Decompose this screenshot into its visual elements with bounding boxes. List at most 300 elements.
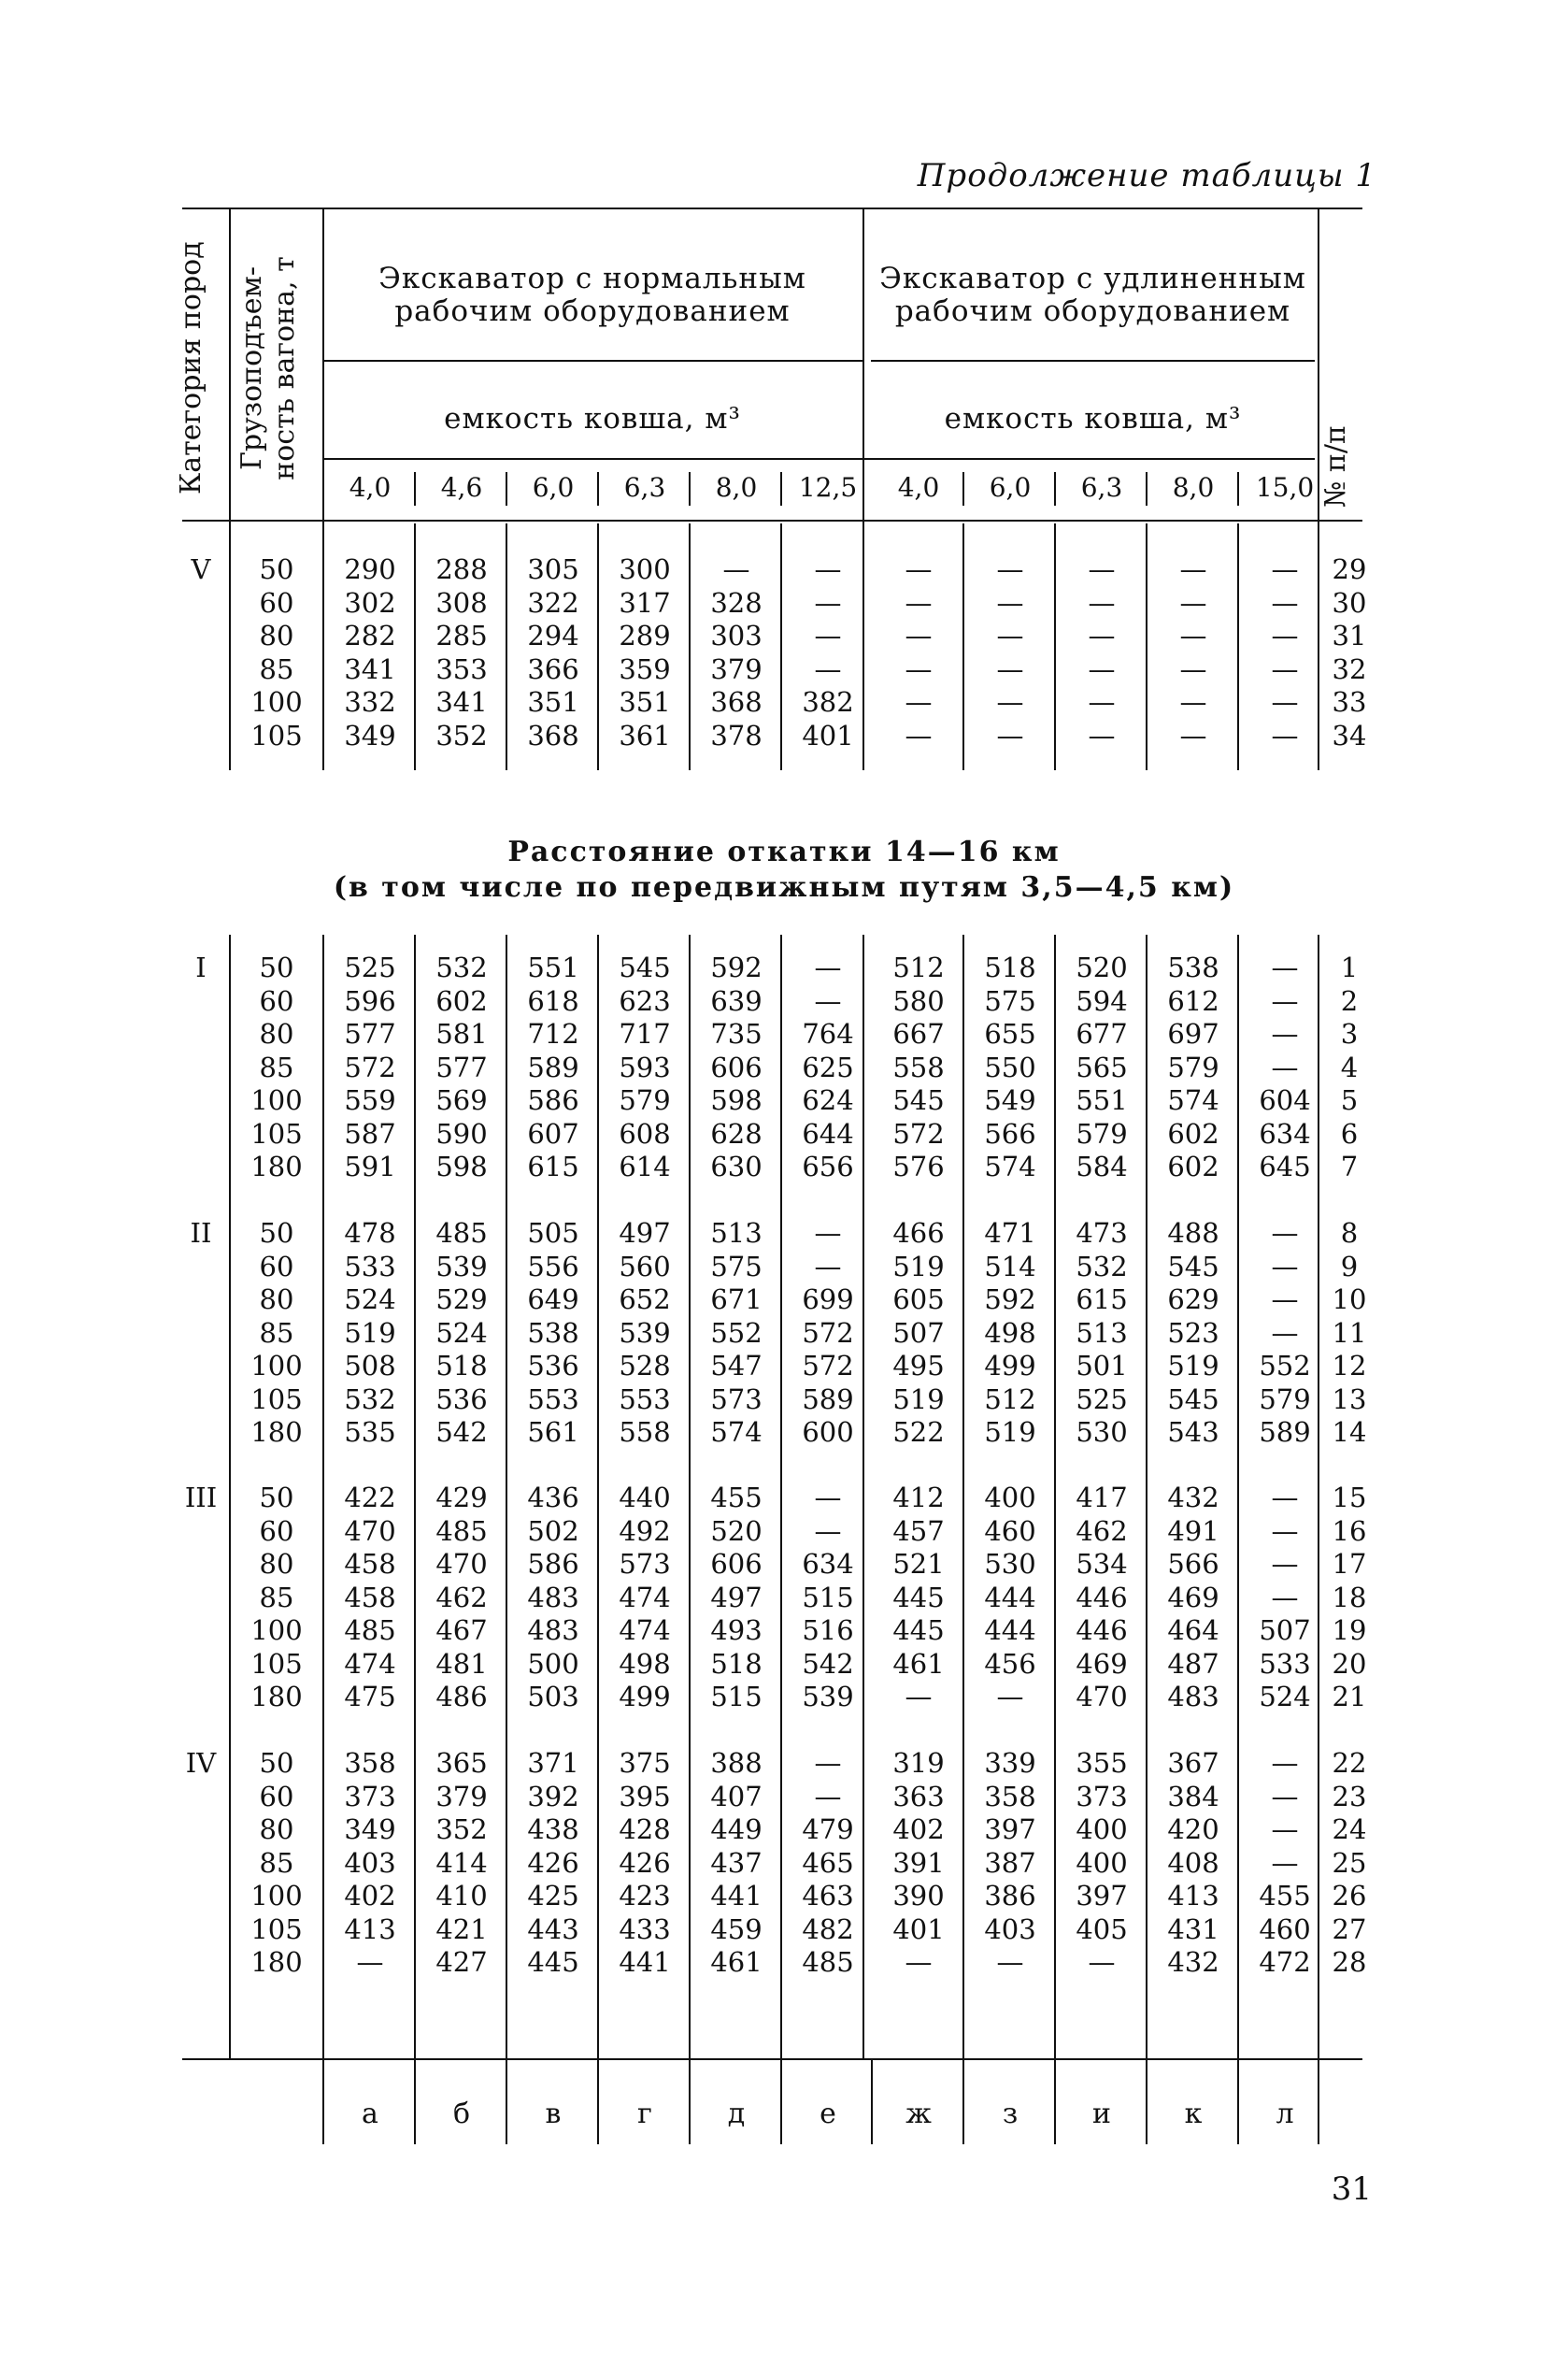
- data-cell: 545: [1167, 1250, 1219, 1282]
- data-cell: 500: [527, 1647, 579, 1680]
- row-number: 32: [1332, 652, 1367, 685]
- data-cell: —: [1271, 1747, 1299, 1779]
- load-value: 85: [259, 1316, 294, 1349]
- row-number: 7: [1340, 1151, 1359, 1182]
- data-cell: 437: [710, 1846, 763, 1879]
- data-cell: 512: [892, 952, 945, 983]
- column-separator: [1054, 935, 1056, 2058]
- data-cell: 586: [527, 1548, 579, 1580]
- data-cell: 471: [984, 1217, 1036, 1249]
- data-cell: 579: [1167, 1051, 1219, 1083]
- row-number: 30: [1332, 586, 1367, 619]
- data-cell: 395: [619, 1780, 671, 1812]
- data-cell: 432: [1167, 1946, 1219, 1978]
- data-cell: 581: [435, 1018, 488, 1050]
- continuation-caption: Продолжение таблицы 1: [917, 157, 1376, 194]
- data-cell: 573: [619, 1548, 671, 1580]
- data-cell: —: [1271, 652, 1299, 685]
- row-number: 14: [1332, 1416, 1367, 1448]
- footer-separator: [597, 2060, 599, 2144]
- data-cell: 552: [1259, 1350, 1311, 1382]
- data-cell: 460: [1259, 1912, 1311, 1945]
- data-cell: 535: [344, 1416, 396, 1448]
- row-number: 6: [1340, 1117, 1359, 1150]
- data-cell: 508: [344, 1350, 396, 1382]
- data-cell: —: [356, 1946, 384, 1978]
- data-cell: —: [814, 1747, 842, 1779]
- data-cell: 602: [1167, 1117, 1219, 1150]
- data-cell: —: [814, 620, 842, 652]
- data-cell: 412: [892, 1482, 945, 1513]
- data-cell: 495: [892, 1350, 945, 1382]
- load-value: 85: [259, 1581, 294, 1613]
- data-cell: 466: [892, 1217, 945, 1249]
- data-cell: —: [905, 1946, 933, 1978]
- data-cell: 598: [435, 1151, 488, 1182]
- column-letter-и: и: [1092, 2098, 1111, 2130]
- data-cell: 503: [527, 1681, 579, 1712]
- data-cell: 615: [1076, 1283, 1128, 1315]
- data-cell: 426: [527, 1846, 579, 1879]
- data-cell: 363: [892, 1780, 945, 1812]
- data-cell: —: [1271, 719, 1299, 752]
- data-cell: 328: [710, 586, 763, 619]
- footer-separator: [962, 2060, 964, 2144]
- category-label: I: [195, 952, 207, 983]
- data-cell: 444: [984, 1614, 1036, 1646]
- bucket-separator: [962, 472, 964, 506]
- data-cell: 470: [344, 1514, 396, 1547]
- data-cell: 445: [892, 1581, 945, 1613]
- data-cell: 572: [802, 1350, 854, 1382]
- load-value: 60: [259, 984, 294, 1017]
- bucket-capacity-1: 4,6: [440, 472, 483, 503]
- data-cell: 572: [892, 1117, 945, 1150]
- column-separator: [689, 935, 691, 2058]
- data-cell: 341: [435, 686, 488, 718]
- data-cell: 574: [1167, 1084, 1219, 1116]
- data-cell: —: [814, 586, 842, 619]
- data-cell: 524: [435, 1316, 488, 1349]
- data-cell: 697: [1167, 1018, 1219, 1050]
- header-capacity-line1: Грузоподъем-: [235, 266, 268, 470]
- column-separator: [780, 935, 782, 2058]
- data-cell: 602: [435, 984, 488, 1017]
- data-cell: 303: [710, 620, 763, 652]
- data-cell: 573: [710, 1382, 763, 1415]
- data-cell: 545: [1167, 1382, 1219, 1415]
- row-number: 1: [1340, 952, 1359, 983]
- data-cell: 474: [619, 1614, 671, 1646]
- data-cell: 764: [802, 1018, 854, 1050]
- data-cell: 623: [619, 984, 671, 1017]
- footer-separator: [871, 2060, 873, 2144]
- data-cell: —: [814, 553, 842, 585]
- data-cell: 521: [892, 1548, 945, 1580]
- data-cell: 461: [710, 1946, 763, 1978]
- data-cell: 497: [619, 1217, 671, 1249]
- data-cell: 367: [1167, 1747, 1219, 1779]
- data-cell: 368: [527, 719, 579, 752]
- group-sub-rule-long: [871, 360, 1315, 362]
- data-cell: 358: [344, 1747, 396, 1779]
- data-cell: 351: [619, 686, 671, 718]
- data-cell: 402: [892, 1813, 945, 1845]
- data-cell: —: [996, 620, 1024, 652]
- column-letter-г: г: [637, 2098, 652, 2130]
- data-cell: 524: [1259, 1681, 1311, 1712]
- data-cell: —: [814, 1514, 842, 1547]
- data-cell: —: [1271, 1846, 1299, 1879]
- data-cell: 361: [619, 719, 671, 752]
- load-value: 50: [259, 1482, 294, 1513]
- data-cell: 667: [892, 1018, 945, 1050]
- footer-separator: [414, 2060, 416, 2144]
- data-cell: 456: [984, 1647, 1036, 1680]
- load-value: 180: [250, 1416, 303, 1448]
- column-separator: [962, 523, 964, 770]
- row-number: 15: [1332, 1482, 1367, 1513]
- data-cell: —: [1179, 553, 1207, 585]
- data-cell: —: [1271, 984, 1299, 1017]
- data-cell: 379: [710, 652, 763, 685]
- bucket-capacity-8: 6,3: [1080, 472, 1123, 503]
- data-cell: 639: [710, 984, 763, 1017]
- bucket-separator: [1237, 472, 1239, 506]
- data-cell: 485: [802, 1946, 854, 1978]
- load-value: 50: [259, 553, 294, 585]
- column-letter-к: к: [1184, 2098, 1203, 2130]
- data-cell: 614: [619, 1151, 671, 1182]
- data-cell: 485: [435, 1217, 488, 1249]
- column-separator: [506, 935, 507, 2058]
- data-cell: 524: [344, 1283, 396, 1315]
- category-label: II: [190, 1217, 212, 1249]
- data-cell: 410: [435, 1880, 488, 1912]
- data-cell: 498: [619, 1647, 671, 1680]
- data-cell: 400: [1076, 1846, 1128, 1879]
- data-cell: 520: [710, 1514, 763, 1547]
- data-cell: 467: [435, 1614, 488, 1646]
- data-cell: 285: [435, 620, 488, 652]
- data-cell: 516: [802, 1614, 854, 1646]
- data-cell: 478: [344, 1217, 396, 1249]
- data-cell: 559: [344, 1084, 396, 1116]
- row-number: 31: [1332, 620, 1367, 652]
- data-cell: —: [1271, 586, 1299, 619]
- data-cell: —: [905, 553, 933, 585]
- bucket-capacity-0: 4,0: [349, 472, 392, 503]
- load-value: 105: [250, 1117, 303, 1150]
- data-cell: 473: [1076, 1217, 1128, 1249]
- row-number: 9: [1340, 1250, 1359, 1282]
- data-cell: 735: [710, 1018, 763, 1050]
- data-cell: 436: [527, 1482, 579, 1513]
- data-cell: 598: [710, 1084, 763, 1116]
- section-title-line1: Расстояние откатки 14—16 км: [507, 836, 1061, 868]
- data-cell: 532: [344, 1382, 396, 1415]
- row-number: 3: [1340, 1018, 1359, 1050]
- data-cell: 483: [1167, 1681, 1219, 1712]
- row-number: 8: [1340, 1217, 1359, 1249]
- column-letter-д: д: [727, 2098, 746, 2130]
- data-cell: 351: [527, 686, 579, 718]
- data-cell: 520: [1076, 952, 1128, 983]
- row-number: 33: [1332, 686, 1367, 718]
- data-cell: 505: [527, 1217, 579, 1249]
- bucket-capacity-3: 6,3: [623, 472, 666, 503]
- row-number: 28: [1332, 1946, 1367, 1978]
- row-number: 5: [1340, 1084, 1359, 1116]
- data-cell: 575: [710, 1250, 763, 1282]
- row-number: 10: [1332, 1283, 1367, 1315]
- data-cell: 518: [710, 1647, 763, 1680]
- data-cell: 628: [710, 1117, 763, 1150]
- data-cell: 401: [892, 1912, 945, 1945]
- data-cell: —: [996, 719, 1024, 752]
- load-value: 50: [259, 952, 294, 983]
- data-cell: 566: [1167, 1548, 1219, 1580]
- data-cell: 586: [527, 1084, 579, 1116]
- data-cell: 349: [344, 1813, 396, 1845]
- data-cell: —: [1088, 1946, 1116, 1978]
- data-cell: 475: [344, 1681, 396, 1712]
- data-cell: —: [814, 652, 842, 685]
- bucket-separator: [1146, 472, 1147, 506]
- data-cell: —: [1088, 586, 1116, 619]
- data-cell: 629: [1167, 1283, 1219, 1315]
- header-normal-line2: рабочим оборудованием: [394, 294, 791, 328]
- data-cell: 488: [1167, 1217, 1219, 1249]
- header-long-line1: Экскаватор с удлиненным: [879, 262, 1306, 295]
- data-cell: 371: [527, 1747, 579, 1779]
- footer-rule: [182, 2058, 1362, 2060]
- bucket-separator: [1054, 472, 1056, 506]
- data-cell: —: [905, 1681, 933, 1712]
- data-cell: 481: [435, 1647, 488, 1680]
- load-value: 100: [250, 686, 303, 718]
- data-cell: 553: [619, 1382, 671, 1415]
- data-cell: 384: [1167, 1780, 1219, 1812]
- data-cell: 712: [527, 1018, 579, 1050]
- data-cell: —: [996, 553, 1024, 585]
- bucket-capacity-2: 6,0: [532, 472, 575, 503]
- data-cell: 558: [892, 1051, 945, 1083]
- bucket-separator: [597, 472, 599, 506]
- data-cell: 499: [619, 1681, 671, 1712]
- data-cell: 569: [435, 1084, 488, 1116]
- data-cell: —: [1271, 686, 1299, 718]
- data-cell: 438: [527, 1813, 579, 1845]
- data-cell: 474: [619, 1581, 671, 1613]
- data-cell: 507: [1259, 1614, 1311, 1646]
- data-cell: 378: [710, 719, 763, 752]
- data-cell: —: [1271, 1482, 1299, 1513]
- data-cell: —: [722, 553, 750, 585]
- header-category: Категория пород: [175, 241, 207, 494]
- row-number: 18: [1332, 1581, 1367, 1613]
- data-cell: 519: [344, 1316, 396, 1349]
- data-cell: 542: [802, 1647, 854, 1680]
- data-cell: 431: [1167, 1912, 1219, 1945]
- bucket-capacity-9: 8,0: [1172, 472, 1215, 503]
- data-cell: 390: [892, 1880, 945, 1912]
- data-cell: 391: [892, 1846, 945, 1879]
- row-number: 34: [1332, 719, 1367, 752]
- footer-separator: [689, 2060, 691, 2144]
- data-cell: —: [996, 1946, 1024, 1978]
- data-cell: 533: [1259, 1647, 1311, 1680]
- table-top-rule: [182, 208, 1362, 209]
- data-cell: 499: [984, 1350, 1036, 1382]
- data-cell: 589: [527, 1051, 579, 1083]
- section-title-line2: (в том числе по передвижным путям 3,5—4,5 км): [333, 871, 1235, 904]
- data-cell: 549: [984, 1084, 1036, 1116]
- column-separator: [506, 523, 507, 770]
- data-cell: —: [814, 1217, 842, 1249]
- data-cell: 440: [619, 1482, 671, 1513]
- data-cell: 423: [619, 1880, 671, 1912]
- data-cell: 533: [344, 1250, 396, 1282]
- column-separator: [689, 523, 691, 770]
- data-cell: 417: [1076, 1482, 1128, 1513]
- data-cell: 425: [527, 1880, 579, 1912]
- data-cell: 387: [984, 1846, 1036, 1879]
- data-cell: 302: [344, 586, 396, 619]
- data-cell: 572: [344, 1051, 396, 1083]
- col-line-load: [229, 209, 231, 770]
- data-cell: —: [814, 952, 842, 983]
- data-cell: 625: [802, 1051, 854, 1083]
- data-cell: 589: [1259, 1416, 1311, 1448]
- data-cell: 414: [435, 1846, 488, 1879]
- data-cell: 606: [710, 1548, 763, 1580]
- data-cell: 485: [435, 1514, 488, 1547]
- data-cell: 464: [1167, 1614, 1219, 1646]
- data-cell: —: [814, 1250, 842, 1282]
- data-cell: 446: [1076, 1614, 1128, 1646]
- data-cell: 479: [802, 1813, 854, 1845]
- data-cell: 352: [435, 719, 488, 752]
- load-value: 60: [259, 1780, 294, 1812]
- data-cell: —: [814, 1482, 842, 1513]
- column-letter-б: б: [452, 2098, 471, 2130]
- load-value: 80: [259, 1283, 294, 1315]
- data-cell: —: [1179, 652, 1207, 685]
- data-cell: 551: [527, 952, 579, 983]
- data-cell: 462: [1076, 1514, 1128, 1547]
- data-cell: 699: [802, 1283, 854, 1315]
- data-cell: 294: [527, 620, 579, 652]
- data-cell: 589: [802, 1382, 854, 1415]
- data-cell: 519: [892, 1382, 945, 1415]
- data-cell: 543: [1167, 1416, 1219, 1448]
- footer-separator: [780, 2060, 782, 2144]
- header-capacity-line2: ность вагона, т: [268, 256, 301, 480]
- data-cell: 514: [984, 1250, 1036, 1282]
- data-cell: 379: [435, 1780, 488, 1812]
- data-cell: 519: [892, 1250, 945, 1282]
- data-cell: 352: [435, 1813, 488, 1845]
- data-cell: 458: [344, 1548, 396, 1580]
- data-cell: 717: [619, 1018, 671, 1050]
- data-cell: 445: [892, 1614, 945, 1646]
- data-cell: 513: [710, 1217, 763, 1249]
- data-cell: 282: [344, 620, 396, 652]
- column-separator: [962, 935, 964, 2058]
- data-cell: 486: [435, 1681, 488, 1712]
- column-letter-а: а: [362, 2098, 378, 2130]
- data-cell: 529: [435, 1283, 488, 1315]
- data-cell: 574: [984, 1151, 1036, 1182]
- data-cell: —: [1088, 652, 1116, 685]
- data-cell: —: [1179, 586, 1207, 619]
- bucket-separator: [506, 472, 507, 506]
- data-cell: 596: [344, 984, 396, 1017]
- data-cell: 591: [344, 1151, 396, 1182]
- data-cell: —: [905, 586, 933, 619]
- header-index: № п/п: [1319, 424, 1352, 508]
- data-cell: 538: [527, 1316, 579, 1349]
- data-cell: 375: [619, 1747, 671, 1779]
- row-number: 16: [1332, 1514, 1367, 1547]
- data-cell: 507: [892, 1316, 945, 1349]
- data-cell: 590: [435, 1117, 488, 1150]
- data-cell: 532: [1076, 1250, 1128, 1282]
- data-cell: —: [905, 620, 933, 652]
- data-cell: 542: [435, 1416, 488, 1448]
- data-cell: 428: [619, 1813, 671, 1845]
- data-cell: 592: [710, 952, 763, 983]
- data-cell: —: [1271, 620, 1299, 652]
- header-long-line2: рабочим оборудованием: [894, 294, 1291, 328]
- data-cell: —: [996, 586, 1024, 619]
- data-cell: 579: [1076, 1117, 1128, 1150]
- data-cell: 525: [344, 952, 396, 983]
- column-separator: [414, 935, 416, 2058]
- data-cell: 530: [984, 1548, 1036, 1580]
- data-cell: 600: [802, 1416, 854, 1448]
- column-separator: [1146, 523, 1147, 770]
- data-cell: —: [905, 686, 933, 718]
- data-cell: 400: [1076, 1813, 1128, 1845]
- data-cell: 397: [1076, 1880, 1128, 1912]
- load-value: 85: [259, 652, 294, 685]
- row-number: 4: [1340, 1051, 1359, 1083]
- load-value: 180: [250, 1946, 303, 1978]
- data-cell: 386: [984, 1880, 1036, 1912]
- data-cell: —: [1179, 719, 1207, 752]
- data-cell: 606: [710, 1051, 763, 1083]
- data-cell: 413: [1167, 1880, 1219, 1912]
- category-label: III: [184, 1482, 218, 1513]
- data-cell: 497: [710, 1581, 763, 1613]
- load-value: 50: [259, 1217, 294, 1249]
- data-cell: 577: [435, 1051, 488, 1083]
- data-cell: 349: [344, 719, 396, 752]
- data-cell: 403: [344, 1846, 396, 1879]
- load-value: 80: [259, 1813, 294, 1845]
- data-cell: 445: [527, 1946, 579, 1978]
- column-separator: [1146, 935, 1147, 2058]
- data-cell: 322: [527, 586, 579, 619]
- category-label: IV: [185, 1747, 217, 1779]
- load-value: 180: [250, 1681, 303, 1712]
- data-cell: 353: [435, 652, 488, 685]
- row-number: 11: [1332, 1316, 1367, 1349]
- data-cell: 593: [619, 1051, 671, 1083]
- load-value: 100: [250, 1614, 303, 1646]
